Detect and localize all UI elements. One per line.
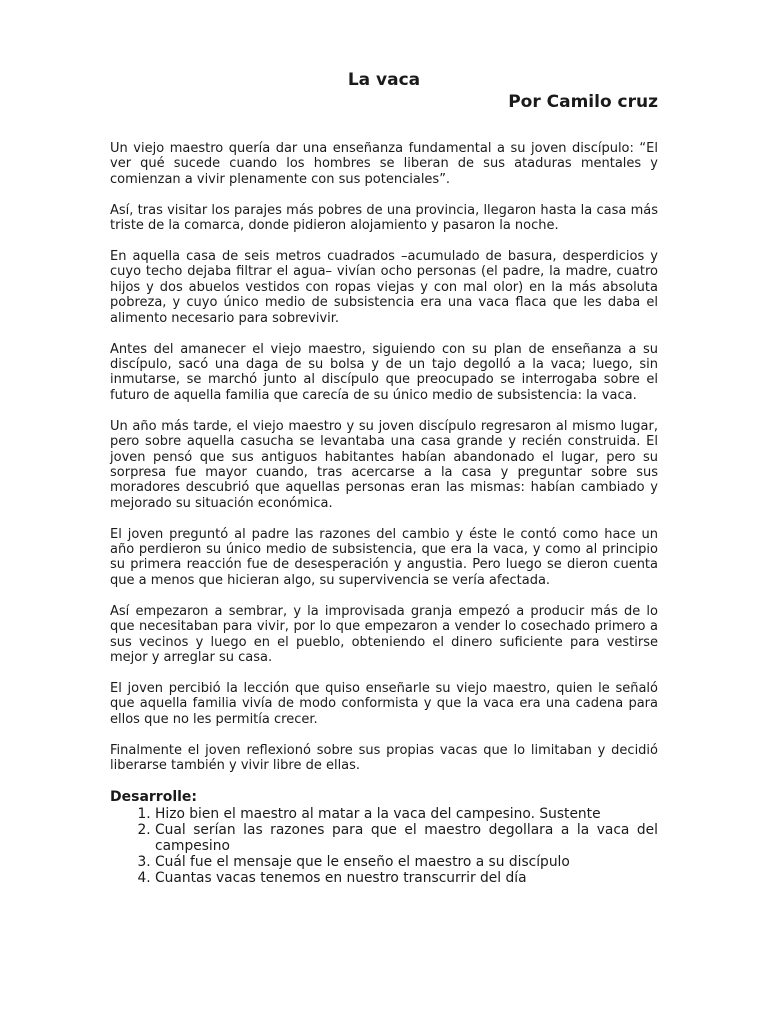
question-item: 1. Hizo bien el maestro al matar a la vaca del campesino. Sustente [155, 806, 658, 822]
question-item: 2. Cual serían las razones para que el maestro degollara a la vaca del campesino [155, 822, 658, 854]
paragraph: Así, tras visitar los parajes más pobres de una provincia, llegaron hasta la casa más triste de la comarca, donde pidieron alojamiento y pasaron la noche. [110, 202, 658, 234]
paragraph: En aquella casa de seis metros cuadrados –acumulado de basura, desperdicios y cuyo techo dejaba filtrar el agua– vivían ocho personas (el padre, la madre, cuatro hijos y dos abuelos vestidos con ropas viejas y con mal olor) en la más absoluta pobreza, y cuyo único medio de subsistencia era una vaca flaca que les daba el alimento necesario para sobrevivir. [110, 249, 658, 326]
question-item: 3. Cuál fue el mensaje que le enseño el maestro a su discípulo [155, 854, 658, 870]
paragraph: El joven preguntó al padre las razones del cambio y éste le contó como hace un año perdieron su único medio de subsistencia, que era la vaca, y como al principio su primera reacción fue de desesperación y angustia. Pero luego se dieron cuenta que a menos que hicieran algo, su supervivencia se vería afectada. [110, 526, 658, 588]
paragraph: El joven percibió la lección que quiso enseñarle su viejo maestro, quien le señaló que aquella familia vivía de modo conformista y que la vaca era una cadena para ellos que no les permitía crecer. [110, 680, 658, 727]
question-item: 4. Cuantas vacas tenemos en nuestro transcurrir del día [155, 870, 658, 886]
document-author: Por Camilo cruz [508, 92, 658, 112]
paragraph: Un viejo maestro quería dar una enseñanza fundamental a su joven discípulo: “El ver qué sucede cuando los hombres se liberan de sus ataduras mentales y comienzan a vivir plenamente con sus potenciales”. [110, 141, 658, 187]
paragraph: Así empezaron a sembrar, y la improvisada granja empezó a producir más de lo que necesitaban para vivir, por lo que empezaron a vender lo cosechado primero a sus vecinos y luego en el pueblo, obteniendo el dinero suficiente para vestirse mejor y arreglar su casa. [110, 603, 658, 665]
paragraph: Finalmente el joven reflexionó sobre sus propias vacas que lo limitaban y decidió liberarse también y vivir libre de ellas. [110, 742, 658, 773]
questions-heading: Desarrolle: [110, 788, 198, 805]
document-body [110, 141, 658, 886]
paragraph: Antes del amanecer el viejo maestro, siguiendo con su plan de enseñanza a su discípulo, sacó una daga de su bolsa y de un tajo degolló a la vaca; luego, sin inmutarse, se marchó junto al discípulo que preocupado se interrogaba sobre el futuro de aquella familia que carecía de su único medio de subsistencia: la vaca. [110, 341, 658, 403]
paragraph: Un año más tarde, el viejo maestro y su joven discípulo regresaron al mismo lugar, pero sobre aquella casucha se levantaba una casa grande y recién construida. El joven pensó que sus antiguos habitantes habían abandonado el lugar, pero su sorpresa fue mayor cuando, tras acercarse a la casa y preguntar sobre sus moradores descubrió que aquellas personas eran las mismas: habían cambiado y mejorado su situación económica. [110, 418, 658, 511]
questions-list [110, 806, 658, 886]
document-title: La vaca [347, 70, 421, 90]
